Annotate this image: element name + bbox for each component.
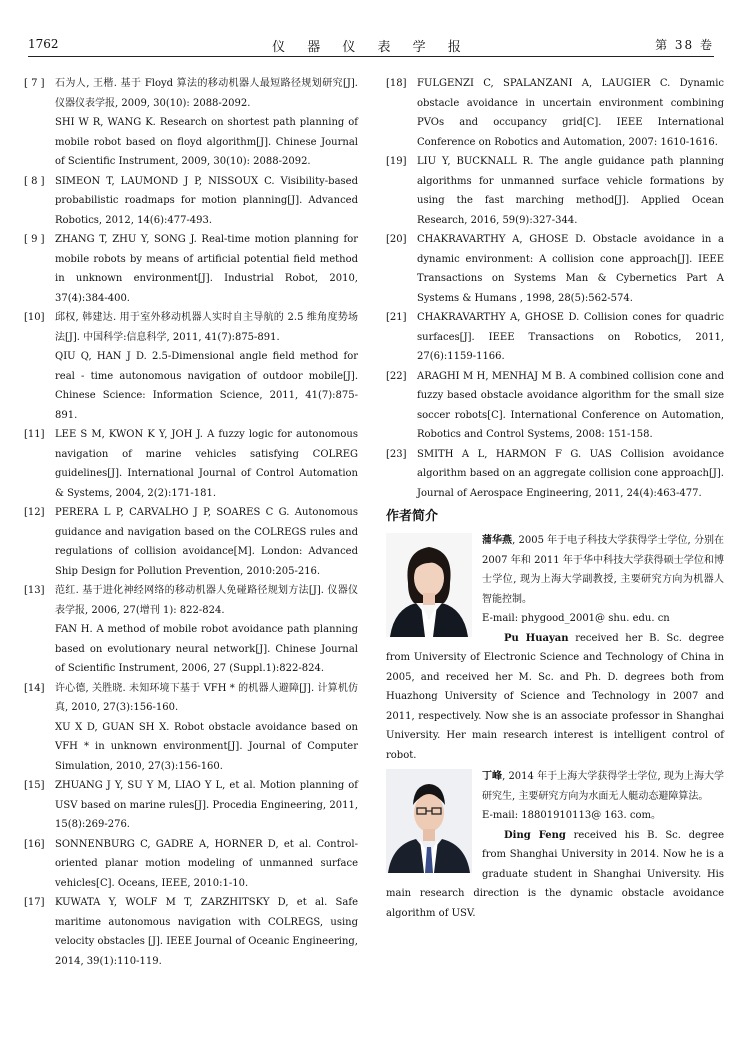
author-cn-name: 蒲华燕	[482, 535, 513, 546]
reference-entry	[386, 230, 724, 308]
volume-label: 第 38 卷	[655, 38, 714, 52]
reference-entry	[24, 172, 358, 231]
female-portrait-icon	[386, 533, 472, 637]
reference-entry	[24, 679, 358, 777]
reference-text: ZHANG T, ZHU Y, SONG J. Real-time motion planning for mobile robots by means of artificial potential field method in unknown environment[J]. Industrial Robot, 2010, 37(4):384-400.	[55, 234, 358, 304]
author-email: E-mail: phygood_2001@ shu. edu. cn	[482, 613, 670, 624]
author-section-title: 作者简介	[386, 509, 439, 524]
author-cn-bio: , 2005 年于电子科技大学获得学士学位, 分别在 2007 年和 2011 年于华中科技大学获得硕士学位和博士学位, 现为上海大学副教授, 主要研究方向为机器人智能控制。	[482, 535, 725, 605]
male-portrait-icon	[386, 769, 472, 873]
reference-text: 石为人, 王楷. 基于 Floyd 算法的移动机器人最短路径规划研究[J]. 仪器仪表学报, 2009, 30(10): 2088-2092.	[55, 78, 358, 109]
reference-text: SMITH A L, HARMON F G. UAS Collision avoidance algorithm based on an aggregate collision cone approach[J]. Journal of Aerospace Engineering, 2011, 24(4):463-477.	[417, 448, 724, 499]
author-pu-huayan	[386, 531, 724, 765]
reference-text: SONNENBURG C, GADRE A, HORNER D, et al. Control-oriented planar motion modeling of unmanned surface vehicles[C]. Oceans, IEEE, 2010:1-10.	[55, 838, 358, 889]
reference-text: SHI W R, WANG K. Research on shortest path planning of mobile robot based on floyd algorithm[J]. Chinese Journal of Scientific Instrument, 2009, 30(10): 2088-2092.	[55, 117, 358, 167]
reference-entry	[24, 230, 358, 308]
reference-entry	[24, 835, 358, 894]
reference-entry	[386, 308, 724, 367]
reference-text: LIU Y, BUCKNALL R. The angle guidance path planning algorithms for unmanned surface vehicle formations by using the fast marching method[J]. Applied Ocean Research, 2016, 59(9):327-344.	[417, 156, 724, 226]
author-en-name: Pu Huayan	[504, 632, 569, 644]
reference-text: ARAGHI M H, MENHAJ M B. A combined collision cone and fuzzy based obstacle avoidance algorithm for the small size soccer robots[C]. International Conference on Automation, Robotics and Control Systems, 2008: 151-158.	[417, 370, 724, 440]
reference-text: CHAKRAVARTHY A, GHOSE D. Collision cones for quadric surfaces[J]. IEEE Transactions on Robotics, 2011, 27(6):1159-1166.	[417, 312, 724, 362]
reference-number: [ 7 ]	[24, 78, 45, 89]
reference-text: CHAKRAVARTHY A, GHOSE D. Obstacle avoidance in a dynamic environment: A collision cone approach[J]. IEEE Transactions on Systems Man & Cybernetics Part A Systems & Humans , 1998, 28(5):562-574.	[417, 234, 724, 304]
reference-text: 邱权, 韩建达. 用于室外移动机器人实时自主导航的 2.5 维角度势场法[J]. 中国科学:信息科学, 2011, 41(7):875-891.	[55, 312, 358, 343]
reference-text: LEE S M, KWON K Y, JOH J. A fuzzy logic for autonomous navigation of marine vehicles satisfying COLREG guidelines[J]. International Journal of Control Automation & Systems, 2004, 2(2):171-181.	[55, 429, 358, 499]
page-header	[28, 34, 714, 57]
reference-number: [ 8 ]	[24, 175, 45, 187]
page-number: 1762	[28, 37, 59, 51]
reference-entry	[24, 776, 358, 835]
reference-number: [15]	[24, 780, 45, 791]
reference-entry	[24, 425, 358, 503]
reference-entry	[24, 503, 358, 581]
reference-number: [13]	[24, 585, 45, 596]
reference-entry	[386, 152, 724, 230]
left-column	[24, 74, 358, 971]
reference-number: [18]	[386, 78, 407, 89]
right-references	[386, 74, 724, 503]
reference-text: KUWATA Y, WOLF M T, ZARZHITSKY D, et al. Safe maritime autonomous navigation with COLREGS, using velocity obstacles [J]. IEEE Journal of Oceanic Engineering, 2014, 39(1):110-119.	[55, 897, 358, 967]
reference-entry	[386, 74, 724, 152]
author-cn-bio: , 2014 年于上海大学获得学士学位, 现为上海大学研究生, 主要研究方向为水面无人艇动态避障算法。	[482, 771, 725, 802]
reference-number: [19]	[386, 156, 407, 167]
reference-text: PERERA L P, CARVALHO J P, SOARES C G. Autonomous guidance and navigation based on the COLREGS rules and regulations of collision avoidance[M]. London: Advanced Ship Design for Pollution Prevention, 2010:205-216.	[55, 507, 358, 577]
reference-text: ZHUANG J Y, SU Y M, LIAO Y L, et al. Motion planning of USV based on marine rules[J]. Procedia Engineering, 2011, 15(8):269-276.	[55, 780, 358, 830]
reference-entry	[386, 367, 724, 445]
author-en-bio: received her B. Sc. degree from University of Electronic Science and Technology of China in 2005, and received her M. Sc. and Ph. D. degrees both from Huazhong University of Science and Technology in 2007 and 2011, respectively. Now she is an associate professor in Shanghai University. Her main research interest is intelligent control of robot.	[386, 632, 724, 761]
reference-entry	[24, 581, 358, 679]
reference-entry	[24, 893, 358, 971]
reference-number: [20]	[386, 234, 407, 245]
reference-text: FULGENZI C, SPALANZANI A, LAUGIER C. Dynamic obstacle avoidance in uncertain environment combining PVOs and occupancy grid[C]. IEEE International Conference on Robotics and Automation, 2007: 1610-1616.	[417, 78, 724, 148]
right-column	[386, 74, 724, 925]
reference-number: [22]	[386, 370, 407, 382]
reference-entry	[386, 445, 724, 504]
reference-entry	[24, 308, 358, 425]
reference-number: [17]	[24, 897, 45, 908]
reference-text: XU X D, GUAN SH X. Robot obstacle avoidance based on VFH * in unknown environment[J]. Journal of Computer Simulation, 2010, 27(3):156-160.	[55, 721, 358, 772]
author-cn-name: 丁峰	[482, 771, 503, 782]
reference-number: [10]	[24, 312, 45, 323]
reference-number: [12]	[24, 507, 45, 518]
reference-number: [ 9 ]	[24, 234, 45, 245]
reference-entry	[24, 74, 358, 172]
reference-number: [16]	[24, 838, 45, 850]
author-en-name: Ding Feng	[504, 829, 566, 841]
reference-number: [14]	[24, 682, 45, 694]
author-email: E-mail: 18801910113@ 163. com。	[482, 810, 661, 821]
reference-number: [23]	[386, 448, 407, 460]
reference-number: [11]	[24, 429, 45, 440]
reference-text: QIU Q, HAN J D. 2.5-Dimensional angle field method for real - time autonomous navigation of outdoor mobile[J]. Chinese Science: Information Science, 2011, 41(7):875-891.	[55, 351, 358, 421]
reference-text: FAN H. A method of mobile robot avoidance path planning based on evolutionary neural network[J]. Chinese Journal of Scientific Instrument, 2006, 27 (Suppl.1):822-824.	[55, 624, 358, 674]
reference-text: 许心德, 关胜晓. 未知环境下基于 VFH * 的机器人避障[J]. 计算机仿真, 2010, 27(3):156-160.	[55, 682, 358, 713]
journal-title: 仪 器 仪 表 学 报	[272, 40, 470, 55]
author-en-bio: received his B. Sc. degree from Shanghai University in 2014. Now he is a graduate student in Shanghai University. His main research direction is the dynamic obstacle avoidance algorithm of USV.	[386, 829, 724, 919]
reference-text: 范红. 基于进化神经网络的移动机器人免碰路径规划方法[J]. 仪器仪表学报, 2006, 27(增刊 1): 822-824.	[55, 585, 358, 616]
author-ding-feng	[386, 767, 724, 923]
reference-number: [21]	[386, 312, 407, 323]
reference-text: SIMEON T, LAUMOND J P, NISSOUX C. Visibility-based probabilistic roadmaps for motion planning[J]. Advanced Robotics, 2012, 14(6):477-493.	[55, 175, 358, 226]
